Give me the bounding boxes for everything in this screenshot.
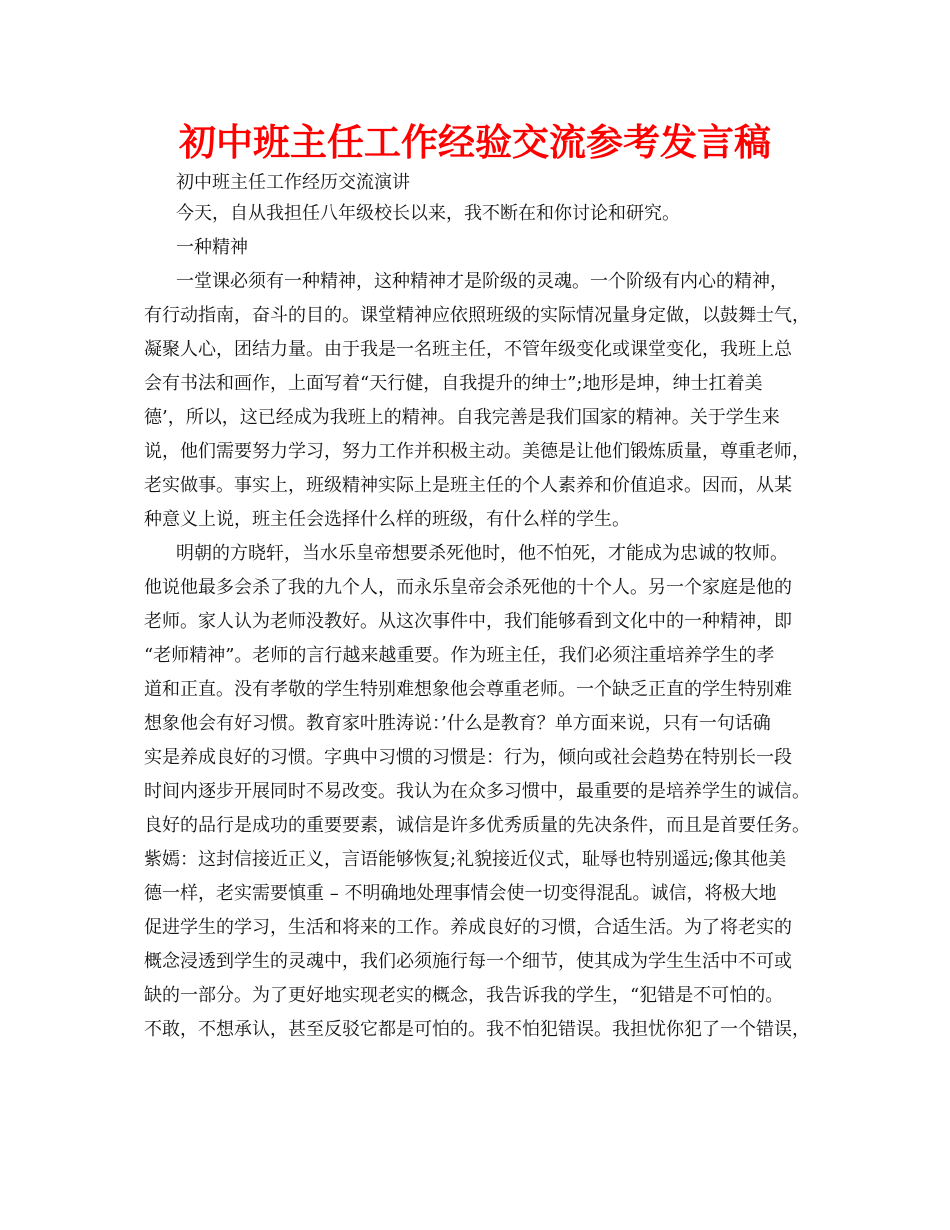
- paragraph-line: 德’，所以，这已经成为我班上的精神。自我完善是我们国家的精神。关于学生来: [144, 407, 780, 428]
- paragraph-line: 缺的一部分。为了更好地实现老实的概念，我告诉我的学生，“犯错是不可怕的。: [144, 985, 784, 1006]
- paragraph-line: 会有书法和画作，上面写着“天行健，自我提升的绅士”;地形是坤，绅士扛着美: [144, 373, 763, 394]
- paragraph-line: “老师精神”。老师的言行越来越重要。作为班主任，我们必须注重培养学生的孝: [144, 645, 775, 666]
- paragraph-line: 紫嫣：这封信接近正义，言语能够恢复;礼貌接近仪式，耻辱也特别遥远;像其他美: [144, 849, 787, 870]
- paragraph-line: 概念浸透到学生的灵魂中，我们必须施行每一个细节，使其成为学生生活中不可或: [144, 951, 792, 972]
- document-title: 初中班主任工作经验交流参考发言稿: [179, 121, 771, 164]
- paragraph-line: 时间内逐步开展同时不易改变。我认为在众多习惯中，最重要的是培养学生的诚信。: [144, 781, 810, 802]
- paragraph-line: 有行动指南，奋斗的目的。课堂精神应依照班级的实际情况量身定做，以鼓舞士气，: [144, 305, 810, 326]
- paragraph-line: 老实做事。事实上，班级精神实际上是班主任的个人素养和价值追求。因而，从某: [144, 475, 792, 496]
- paragraph-line: 明朝的方晓轩，当水乐皇帝想要杀死他时，他不怕死，才能成为忠诚的牧师。: [176, 543, 788, 564]
- paragraph-line: 种意义上说，班主任会选择什么样的班级，有什么样的学生。: [144, 509, 630, 530]
- paragraph-line: 实是养成良好的习惯。字典中习惯的习惯是：行为，倾向或社会趋势在特别长一段: [144, 747, 792, 768]
- paragraph-line: 一堂课必须有一种精神，这种精神才是阶级的灵魂。一个阶级有内心的精神，: [176, 271, 788, 292]
- paragraph-line: 他说他最多会杀了我的九个人，而永乐皇帝会杀死他的十个人。另一个家庭是他的: [144, 577, 792, 598]
- subtitle-line: 初中班主任工作经历交流演讲: [176, 172, 410, 193]
- paragraph-line: 道和正直。没有孝敬的学生特别难想象他会尊重老师。一个缺乏正直的学生特别难: [144, 679, 792, 700]
- paragraph-line: 良好的品行是成功的重要要素，诚信是许多优秀质量的先决条件，而且是首要任务。: [144, 815, 810, 836]
- paragraph-line: 凝聚人心，团结力量。由于我是一名班主任，不管年级变化或课堂变化，我班上总: [144, 339, 792, 360]
- paragraph-line: 促进学生的学习，生活和将来的工作。养成良好的习惯，合适生活。为了将老实的: [144, 917, 792, 938]
- paragraph-line: 老师。家人认为老师没教好。从这次事件中，我们能够看到文化中的一种精神，即: [144, 611, 792, 632]
- paragraph-line: 德一样，老实需要慎重 – 不明确地处理事情会使一切变得混乱。诚信，将极大地: [144, 883, 777, 904]
- section-heading: 一种精神: [176, 237, 248, 258]
- paragraph-line: 今天，自从我担任八年级校长以来，我不断在和你讨论和研究。: [176, 203, 680, 224]
- paragraph-line: 说，他们需要努力学习，努力工作并积极主动。美德是让他们锻炼质量，尊重老师，: [144, 441, 810, 462]
- paragraph-line: 想象他会有好习惯。教育家叶胜涛说：’什么是教育？单方面来说，只有一句话确: [144, 713, 771, 734]
- paragraph-line: 不敢，不想承认，甚至反驳它都是可怕的。我不怕犯错误。我担忧你犯了一个错误，: [144, 1019, 810, 1040]
